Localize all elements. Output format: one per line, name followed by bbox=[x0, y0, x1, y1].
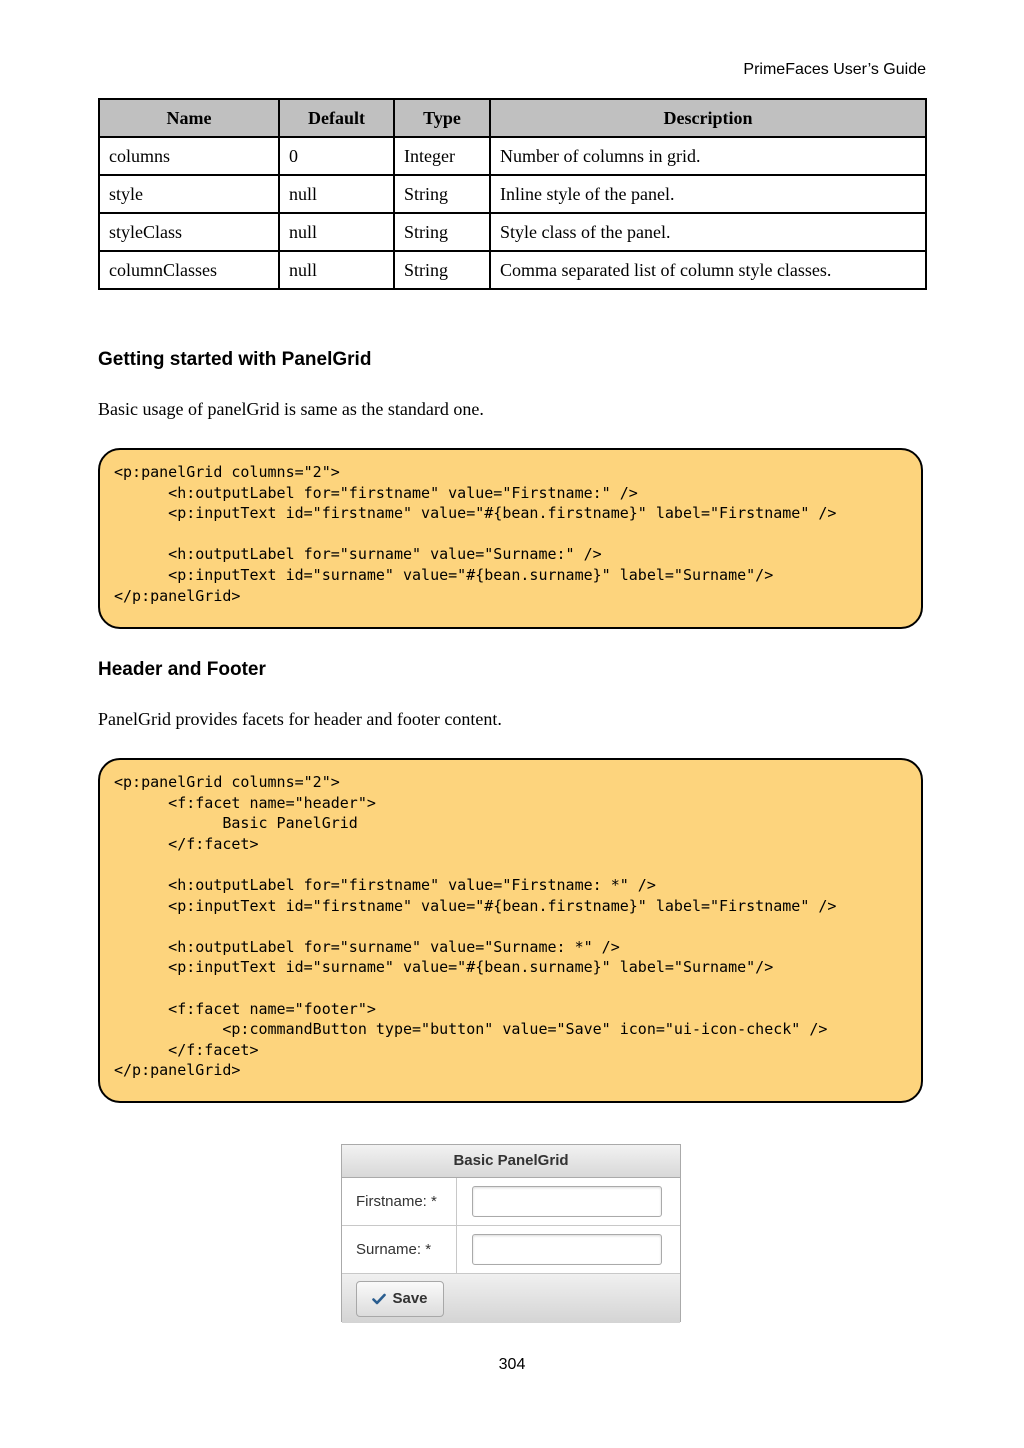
save-button-label: Save bbox=[392, 1290, 428, 1307]
code-line bbox=[114, 524, 907, 545]
firstname-cell bbox=[457, 1178, 680, 1225]
surname-cell bbox=[457, 1226, 680, 1273]
cell-description: Inline style of the panel. bbox=[490, 175, 926, 213]
panelgrid-header: Basic PanelGrid bbox=[342, 1145, 680, 1178]
check-icon bbox=[372, 1293, 386, 1305]
code-line: <h:outputLabel for="surname" value="Surname: *" /> bbox=[114, 937, 620, 956]
cell-type: Integer bbox=[394, 137, 490, 175]
code-line: <p:panelGrid columns="2"> bbox=[114, 463, 340, 481]
code-line: <h:outputLabel for="firstname" value="Firstname:" /> bbox=[114, 483, 638, 502]
section-heading-header-footer: Header and Footer bbox=[98, 659, 266, 680]
cell-name: styleClass bbox=[99, 213, 279, 251]
table-row bbox=[99, 251, 926, 289]
cell-default: null bbox=[279, 175, 394, 213]
code-line: <f:facet name="header"> bbox=[114, 793, 376, 812]
panelgrid-row-surname bbox=[342, 1226, 680, 1274]
code-line bbox=[114, 916, 907, 937]
running-header: PrimeFaces User’s Guide bbox=[743, 61, 926, 78]
cell-default: null bbox=[279, 213, 394, 251]
save-button[interactable] bbox=[356, 1281, 444, 1317]
attributes-table bbox=[98, 98, 927, 290]
cell-type: String bbox=[394, 251, 490, 289]
code-line: <p:panelGrid columns="2"> bbox=[114, 773, 340, 791]
table-row bbox=[99, 137, 926, 175]
surname-input[interactable] bbox=[472, 1234, 662, 1265]
code-line: <f:facet name="footer"> bbox=[114, 999, 376, 1018]
code-line: <p:inputText id="surname" value="#{bean.surname}" label="Surname"/> bbox=[114, 958, 774, 977]
cell-name: columnClasses bbox=[99, 251, 279, 289]
cell-description: Comma separated list of column style classes. bbox=[490, 251, 926, 289]
code-line: </p:panelGrid> bbox=[114, 586, 241, 605]
code-line bbox=[114, 978, 907, 999]
panelgrid-footer bbox=[342, 1274, 680, 1323]
column-header-type: Type bbox=[394, 99, 490, 137]
column-header-description: Description bbox=[490, 99, 926, 137]
cell-name: columns bbox=[99, 137, 279, 175]
page-number: 304 bbox=[498, 1356, 526, 1373]
cell-description: Style class of the panel. bbox=[490, 213, 926, 251]
code-line: </f:facet> bbox=[114, 834, 259, 853]
cell-description: Number of columns in grid. bbox=[490, 137, 926, 175]
cell-type: String bbox=[394, 175, 490, 213]
code-block-header-footer bbox=[98, 758, 923, 1103]
code-line: <p:commandButton type="button" value="Save" icon="ui-icon-check" /> bbox=[114, 1020, 828, 1039]
code-block-basic bbox=[98, 448, 923, 629]
getting-started-text: Basic usage of panelGrid is same as the standard one. bbox=[98, 399, 484, 419]
table-row bbox=[99, 213, 926, 251]
code-line: <p:inputText id="firstname" value="#{bean.firstname}" label="Firstname" /> bbox=[114, 504, 837, 523]
cell-type: String bbox=[394, 213, 490, 251]
code-line: Basic PanelGrid bbox=[114, 814, 358, 833]
cell-default: 0 bbox=[279, 137, 394, 175]
table-row bbox=[99, 175, 926, 213]
header-footer-text: PanelGrid provides facets for header and footer content. bbox=[98, 709, 502, 729]
panelgrid-example bbox=[341, 1144, 681, 1322]
section-heading-getting-started: Getting started with PanelGrid bbox=[98, 349, 372, 370]
firstname-label: Firstname: * bbox=[342, 1178, 457, 1225]
cell-default: null bbox=[279, 251, 394, 289]
code-line bbox=[114, 854, 907, 875]
column-header-name: Name bbox=[99, 99, 279, 137]
code-line: <p:inputText id="surname" value="#{bean.surname}" label="Surname"/> bbox=[114, 565, 774, 584]
surname-label: Surname: * bbox=[342, 1226, 457, 1273]
cell-name: style bbox=[99, 175, 279, 213]
firstname-input[interactable] bbox=[472, 1186, 662, 1217]
code-line: <h:outputLabel for="surname" value="Surname:" /> bbox=[114, 545, 602, 564]
column-header-default: Default bbox=[279, 99, 394, 137]
code-line: <p:inputText id="firstname" value="#{bean.firstname}" label="Firstname" /> bbox=[114, 896, 837, 915]
panelgrid-row-firstname bbox=[342, 1178, 680, 1226]
code-line: </f:facet> bbox=[114, 1040, 259, 1059]
code-line: </p:panelGrid> bbox=[114, 1061, 241, 1080]
table-header-row bbox=[99, 99, 926, 137]
code-line: <h:outputLabel for="firstname" value="Firstname: *" /> bbox=[114, 875, 656, 894]
